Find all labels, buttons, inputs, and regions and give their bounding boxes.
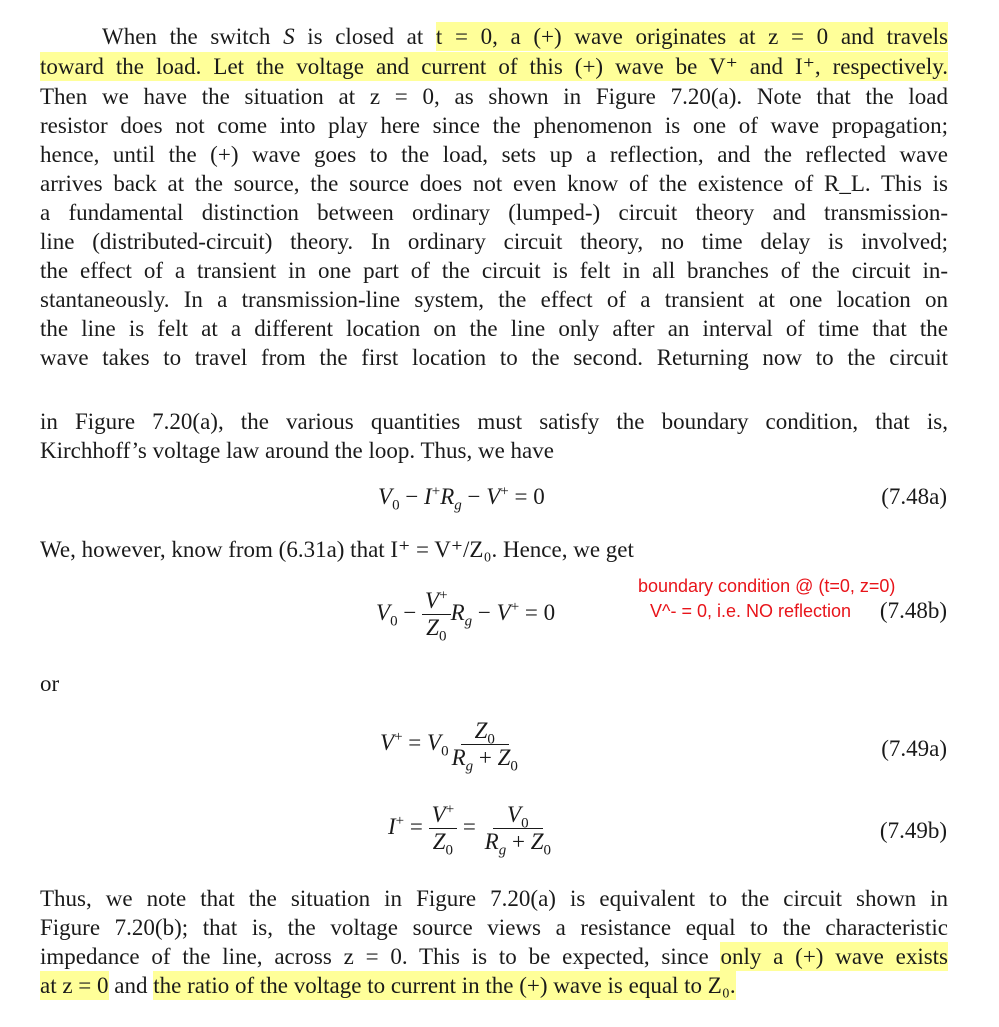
equation-7-49b: I+ = $\frac{V^+}{Z_0}$ = $\frac{V_0}{R_g + Z_0}$ <box>388 801 551 859</box>
highlight: t = 0, a (+) wave originates at z = 0 and travels <box>435 24 948 49</box>
highlight: only a (+) wave exists <box>720 944 948 969</box>
paragraph3-line1: Thus, we note that the situation in Figure 7.20(a) is equivalent to the circuit shown in <box>40 886 948 911</box>
equation-label: (7.49b) <box>879 818 947 843</box>
annotation-line2: V^- = 0, i.e. NO reflection <box>650 601 852 621</box>
paragraph1-line6: arrives back at the source, the source does not even know of the existence of R_L. This is <box>40 171 948 196</box>
paragraph2-line2: Kirchhoff’s voltage law around the loop. Thus, we have <box>40 438 554 463</box>
paragraph3-line3: impedance of the line, across z = 0. This is to be expected, since only a (+) wave exists <box>40 944 948 969</box>
equation-label: (7.49a) <box>881 736 947 761</box>
paragraph3-line4: at z = 0 and the ratio of the voltage to current in the (+) wave is equal to Z₀. <box>40 973 736 998</box>
equation-7-48b: $V_0$ − $\frac{V^+}{Z_0}$ $R_g - V^+ = 0$ <box>376 587 556 645</box>
equation-label: (7.48b) <box>879 598 947 623</box>
paragraph2-line1: in Figure 7.20(a), the various quantities must satisfy the boundary condition, that is, <box>40 409 948 434</box>
annotation-line1: boundary condition @ (t=0, z=0) <box>638 576 896 596</box>
paragraph1-line2 <box>40 52 948 81</box>
paragraph1-line11: the line is felt at a different location on the line only after an interval of time that the <box>40 316 948 341</box>
equation-7-48a: $V_0 - I^+R_g - V^+ = 0$ <box>378 483 545 514</box>
paragraph1-line8: line (distributed-circuit) theory. In ordinary circuit theory, no time delay is involved; <box>40 229 948 254</box>
paragraph1-line4: resistor does not come into play here since the phenomenon is one of wave propagation; <box>40 113 948 138</box>
equation-7-49a: $V^+ = V_0$ $\frac{Z_0}{R_g + Z_0}$ <box>380 718 518 775</box>
paragraph1-line9: the effect of a transient in one part of the circuit is felt in all branches of the circuit in- <box>40 258 948 283</box>
paragraph1-line12: wave takes to travel from the first location to the second. Returning now to the circuit <box>40 345 948 370</box>
paragraph1-line3: Then we have the situation at z = 0, as shown in Figure 7.20(a). Note that the load <box>40 84 948 109</box>
highlight: the ratio of the voltage to current in the (+) wave is equal to Z₀. <box>153 973 736 998</box>
paragraph1-line5: hence, until the (+) wave goes to the load, sets up a reflection, and the reflected wave <box>40 142 948 167</box>
or-text: or <box>40 671 60 696</box>
equation-label: (7.48a) <box>881 484 947 509</box>
paragraph1-line1: When the switch S is closed at t = 0, a (+) wave originates at z = 0 and travels <box>102 24 948 49</box>
highlight: at z = 0 <box>40 973 109 998</box>
we-know-line: We, however, know from (6.31a) that I⁺ = V⁺/Z₀. Hence, we get <box>40 537 634 562</box>
paragraph1-line10: stantaneously. In a transmission-line system, the effect of a transient at one location on <box>40 287 948 312</box>
paragraph3-line2: Figure 7.20(b); that is, the voltage source views a resistance equal to the characteristic <box>40 915 948 940</box>
highlight: toward the load. Let the voltage and current of this (+) wave be V⁺ and I⁺, respectively. <box>40 54 948 79</box>
paragraph1-line7: a fundamental distinction between ordinary (lumped-) circuit theory and transmission- <box>40 200 948 225</box>
